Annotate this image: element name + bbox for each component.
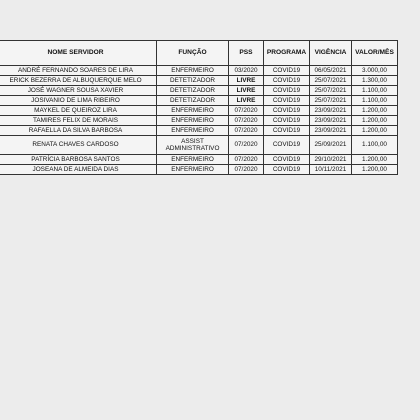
cell-program: COVID19 bbox=[264, 86, 310, 96]
cell-name: ANDRÉ FERNANDO SOARES DE LIRA bbox=[0, 66, 157, 76]
cell-validity: 23/09/2021 bbox=[310, 116, 352, 126]
header-pss: PSS bbox=[229, 41, 264, 66]
cell-program: COVID19 bbox=[264, 66, 310, 76]
cell-function: ASSIST ADMINISTRATIVO bbox=[157, 136, 229, 155]
cell-pss: LIVRE bbox=[229, 76, 264, 86]
cell-pss: 07/2020 bbox=[229, 126, 264, 136]
cell-pss: 07/2020 bbox=[229, 106, 264, 116]
table-row bbox=[0, 116, 398, 126]
cell-program: COVID19 bbox=[264, 116, 310, 126]
cell-pss: 07/2020 bbox=[229, 136, 264, 155]
cell-function: ENFERMEIRO bbox=[157, 66, 229, 76]
cell-value: 1.200,00 bbox=[352, 155, 398, 165]
cell-name: JOSEANA DE ALMEIDA DIAS bbox=[0, 165, 157, 175]
table-row bbox=[0, 126, 398, 136]
table-row bbox=[0, 86, 398, 96]
header-validity: VIGÊNCIA bbox=[310, 41, 352, 66]
cell-function: ENFERMEIRO bbox=[157, 126, 229, 136]
cell-value: 1.200,00 bbox=[352, 106, 398, 116]
cell-value: 1.100,00 bbox=[352, 136, 398, 155]
cell-program: COVID19 bbox=[264, 96, 310, 106]
header-program: PROGRAMA bbox=[264, 41, 310, 66]
cell-function: ENFERMEIRO bbox=[157, 165, 229, 175]
cell-program: COVID19 bbox=[264, 76, 310, 86]
cell-name: PATRÍCIA BARBOSA SANTOS bbox=[0, 155, 157, 165]
cell-validity: 29/10/2021 bbox=[310, 155, 352, 165]
cell-function: DETETIZADOR bbox=[157, 96, 229, 106]
cell-value: 3.000,00 bbox=[352, 66, 398, 76]
table-header-row bbox=[0, 41, 398, 66]
servers-table bbox=[0, 40, 398, 175]
cell-pss: LIVRE bbox=[229, 86, 264, 96]
cell-pss: 07/2020 bbox=[229, 116, 264, 126]
cell-program: COVID19 bbox=[264, 136, 310, 155]
table-row bbox=[0, 136, 398, 155]
cell-pss: LIVRE bbox=[229, 96, 264, 106]
cell-name: JOSÉ WAGNER SOUSA XAVIER bbox=[0, 86, 157, 96]
cell-name: MAYKEL DE QUEIROZ LIRA bbox=[0, 106, 157, 116]
cell-program: COVID19 bbox=[264, 155, 310, 165]
cell-name: RENATA CHAVES CARDOSO bbox=[0, 136, 157, 155]
cell-program: COVID19 bbox=[264, 126, 310, 136]
cell-value: 1.200,00 bbox=[352, 126, 398, 136]
cell-value: 1.200,00 bbox=[352, 165, 398, 175]
table-row bbox=[0, 106, 398, 116]
cell-name: JOSIVANIO DE LIMA RIBEIRO bbox=[0, 96, 157, 106]
cell-validity: 25/09/2021 bbox=[310, 136, 352, 155]
table-row bbox=[0, 155, 398, 165]
cell-name: TAMIRES FELIX DE MORAIS bbox=[0, 116, 157, 126]
cell-function: ENFERMEIRO bbox=[157, 155, 229, 165]
cell-validity: 25/07/2021 bbox=[310, 76, 352, 86]
cell-pss: 07/2020 bbox=[229, 155, 264, 165]
cell-function: ENFERMEIRO bbox=[157, 106, 229, 116]
cell-value: 1.300,00 bbox=[352, 76, 398, 86]
cell-function: DETETIZADOR bbox=[157, 76, 229, 86]
cell-validity: 10/11/2021 bbox=[310, 165, 352, 175]
header-value: VALOR/MÊS bbox=[352, 41, 398, 66]
cell-program: COVID19 bbox=[264, 106, 310, 116]
cell-pss: 07/2020 bbox=[229, 165, 264, 175]
table-row bbox=[0, 76, 398, 86]
header-function: FUNÇÃO bbox=[157, 41, 229, 66]
cell-name: ERICK BEZERRA DE ALBUQUERQUE MELO bbox=[0, 76, 157, 86]
cell-name: RAFAELLA DA SILVA BARBOSA bbox=[0, 126, 157, 136]
table-row bbox=[0, 165, 398, 175]
cell-function: DETETIZADOR bbox=[157, 86, 229, 96]
cell-value: 1.100,00 bbox=[352, 96, 398, 106]
header-name: NOME SERVIDOR bbox=[0, 41, 157, 66]
cell-value: 1.100,00 bbox=[352, 86, 398, 96]
cell-validity: 06/05/2021 bbox=[310, 66, 352, 76]
cell-validity: 25/07/2021 bbox=[310, 86, 352, 96]
cell-function: ENFERMEIRO bbox=[157, 116, 229, 126]
cell-validity: 23/09/2021 bbox=[310, 126, 352, 136]
cell-value: 1.200,00 bbox=[352, 116, 398, 126]
cell-validity: 23/09/2021 bbox=[310, 106, 352, 116]
cell-pss: 03/2020 bbox=[229, 66, 264, 76]
table-row bbox=[0, 66, 398, 76]
table-row bbox=[0, 96, 398, 106]
cell-program: COVID19 bbox=[264, 165, 310, 175]
cell-validity: 25/07/2021 bbox=[310, 96, 352, 106]
